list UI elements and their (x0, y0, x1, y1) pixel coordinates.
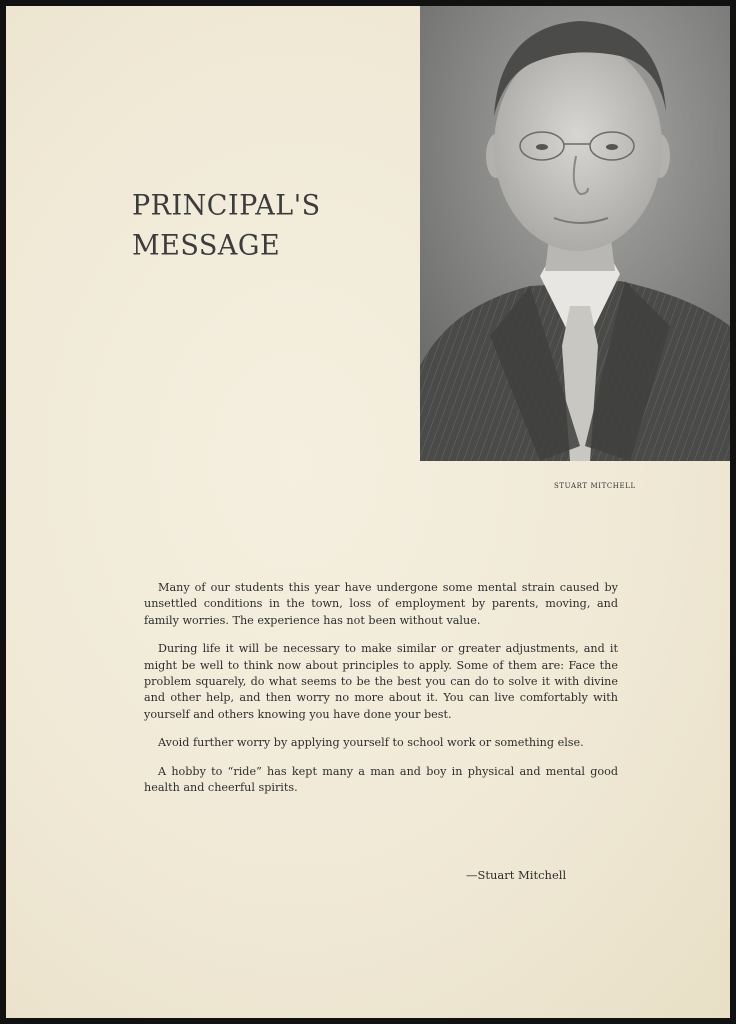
title-line-1: PRINCIPAL'S (132, 189, 321, 222)
message-paragraph: A hobby to “ride” has kept many a man and boy in physical and mental good health and cheerful spirits. (144, 764, 618, 795)
signature: —Stuart Mitchell (466, 868, 567, 882)
page-title (132, 186, 321, 266)
message-paragraph: During life it will be necessary to make similar or greater adjustments, and it might be well to think now about principles to apply. Some of them are: Face the problem squarely, do what seems to be the best you can do to solve it with divine and other help, and then worry no more about it. You can live comfortably with yourself and others knowing you have done your best. (144, 642, 618, 721)
message-paragraph: Avoid further worry by applying yourself to school work or something else. (158, 736, 584, 750)
principal-portrait (420, 6, 730, 461)
message-body (144, 580, 618, 808)
title-line-2: MESSAGE (132, 229, 281, 262)
yearbook-page (6, 6, 730, 1018)
message-paragraph: Many of our students this year have undergone some mental strain caused by unsettled conditions in the town, loss of employment by parents, moving, and family worries. The experience has not been without value. (144, 581, 618, 627)
photo-caption: STUART MITCHELL (554, 482, 636, 490)
